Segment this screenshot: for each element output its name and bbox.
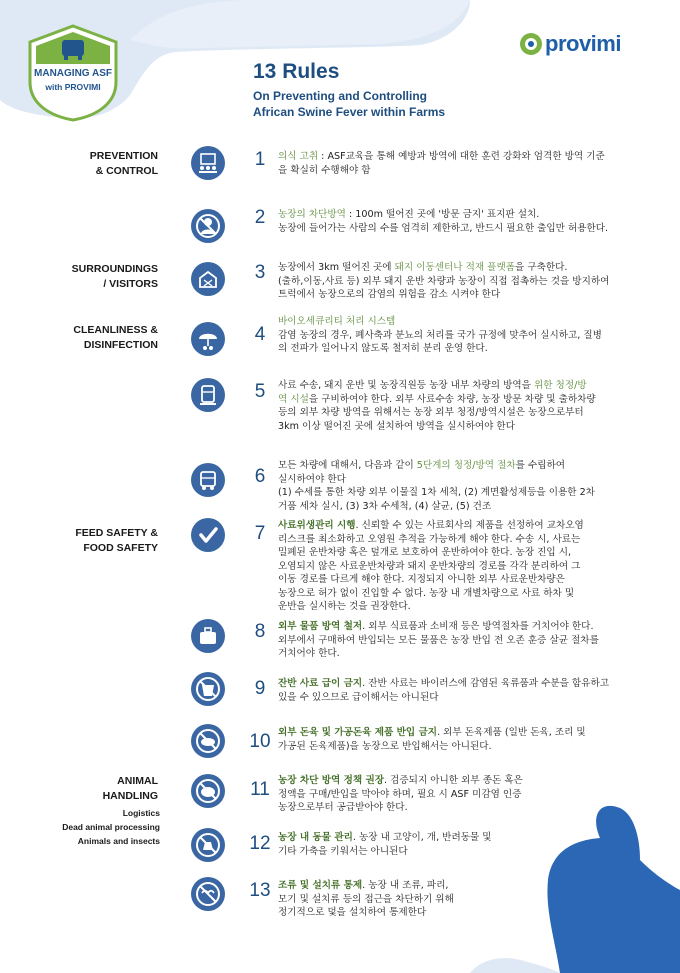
luggage-icon [191, 619, 225, 653]
rule-number-12: 12 [249, 833, 271, 854]
rule-text-9: 잔반 사료 급이 금지. 잔반 사료는 바이러스에 감염된 육류품과 수분을 함유하고 있을 수 있으므로 급이해서는 아니된다 [278, 678, 609, 703]
rule-number-3: 3 [254, 262, 266, 283]
no-pets-icon [191, 828, 225, 862]
rule-text-1: 의식 고취 : ASF교육을 통해 예방과 방역에 대한 훈련 강화와 엄격한 방역 기준 을 확실히 수행해야 함 [278, 151, 605, 176]
rule-number-2: 2 [254, 207, 266, 228]
rule-text-3: 농장에서 3km 떨어진 곳에 돼지 이동센터나 적재 플랫폼을 구축한다. (출하,이동,사료 등) 외부 돼지 운반 차량과 농장이 직접 접촉하는 것을 방지하여 트럭에서 농장으로의 감염의 위험을 감소 시켜야 한다 [278, 262, 610, 300]
badge-line2: with PROVIMI [45, 82, 101, 92]
category-feed-safety: FEED SAFETY & FOOD SAFETY [75, 527, 158, 554]
rule-text-2: 농장의 차단방역 : 100m 떨어진 곳에 '방문 금지' 표지판 설치. 농장에 들어가는 사람의 수를 엄격히 제한하고, 반드시 필요한 출입만 허용한다. [278, 209, 609, 234]
carcass-icon [191, 322, 225, 356]
truck-icon [191, 463, 225, 497]
rule-text-6: 모든 차량에 대해서, 다음과 같이 5단계의 청정/방역 절차를 수립하여 실시하여야 한다 (1) 수세를 통한 차량 외부 이물질 1차 세척, (2) 계면활성제등을 이용한 2차 거품 세차 실시, (3) 3차 수세척, (4) 살균, (5) 건조 [278, 460, 595, 512]
badge-line1: MANAGING ASF [34, 68, 112, 79]
rule-text-12: 농장 내 동물 관리. 농장 내 고양이, 개, 반려동물 및 기타 가축을 키워서는 아니된다 [278, 832, 492, 857]
provimi-logo-text: provimi [545, 31, 621, 56]
no-pork-icon [191, 724, 225, 758]
rule-number-5: 5 [254, 381, 266, 402]
rule-number-7: 7 [254, 523, 266, 544]
rule-number-4: 4 [254, 324, 266, 345]
rule-text-11: 농장 차단 방역 정책 권장. 검증되지 아니한 외부 종돈 혹은 정액을 구매/반입을 막아야 하며, 필요 시 ASF 미감염 인증 농장으로부터 공급받아야 한다. [278, 775, 523, 813]
rule-number-1: 1 [254, 149, 266, 170]
rule-5-highlight: 위한 청정/방 [533, 380, 587, 391]
no-swill-icon [191, 672, 225, 706]
rule-number-13: 13 [249, 880, 271, 901]
rule-number-11: 11 [250, 779, 270, 800]
rule-number-9: 9 [254, 678, 266, 699]
rule-text-13: 조류 및 설치류 통제. 농장 내 조류, 파리, 모기 및 설치류 등의 접근을 차단하기 위해 정기적으로 덫을 설치하여 통제한다 [278, 880, 454, 918]
no-pig-icon [191, 774, 225, 808]
rule-text-5: 사료 수송, 돼지 운반 및 농장직원등 농장 내부 차량의 방역을 위한 청정/방 역 시설을 구비하여야 한다. 외부 사료수송 차량, 농장 방문 차량 및 출하차량 등의 외부 차량 방역을 위해서는 농장 외부 청정/방역시설은 농장으로부터 3km 이상 떨어진 곳에 설치하여 방역을 실시하여야 한다 [278, 380, 596, 432]
page-subtitle: On Preventing and Controlling African Swine Fever within Farms [253, 89, 446, 119]
rule-text-8: 외부 물품 방역 철저. 외부 식료품과 소비재 등은 방역절차를 거치어야 한다. 외부에서 구매하여 반입되는 모든 물품은 농장 반입 전 오존 훈증 살균 절차를 거치어야 한다. [278, 621, 599, 659]
barn-icon [191, 262, 225, 296]
rule-5-highlight: 역 시설 [278, 393, 309, 405]
check-icon [191, 518, 225, 552]
no-visitor-icon [191, 209, 225, 243]
no-birds-icon [191, 877, 225, 911]
category-prevention: PREVENTION & CONTROL [89, 150, 158, 177]
rule-number-10: 10 [249, 731, 271, 752]
category-cleanliness: CLEANLINESS & DISINFECTION [73, 324, 158, 351]
rule-text-4: 바이오세큐리티 처리 시스템 감염 농장의 경우, 폐사축과 분뇨의 처리를 국가 규정에 맞추어 실시하고, 질병 의 전파가 일어나지 않도록 철저히 분리 운영 한다. [278, 316, 602, 354]
category-animal-subitems: Logistics Dead animal processing Animals and insects [62, 808, 160, 846]
rule-text-7: 사료위생관리 시행. 신뢰할 수 있는 사료회사의 제품을 선정하여 교차오염 리스크를 최소화하고 오염원 추적을 가능하게 해야 한다. 수송 시, 사료는 밀폐된 운반차량 혹은 덮개로 보호하여 운반하여야 한다. 농장 진입 시, 오염되지 않은 사료운반차량과 돼지 운반차량의 경로를 각각 분리하여 그 이동 경로를 다르게 해야 한다. 지정되지 아니한 외부 사료운반차량은 농장으로 허가 없이 진입할 수 없다. 농장 내 개별차량으로 사료 하차 및 운반을 실시하는 것을 권장한다. [278, 520, 584, 612]
rule-text-10: 외부 돈육 및 가공돈육 제품 반입 금지. 외부 돈육제품 (일반 돈육, 조리 및 가공된 돈육제품)을 농장으로 반입해서는 아니된다. [278, 727, 586, 752]
rule-number-6: 6 [254, 466, 266, 487]
rule-number-8: 8 [254, 621, 266, 642]
page-title: 13 Rules [253, 60, 340, 83]
training-icon [191, 146, 225, 180]
truck-wash-icon [191, 378, 225, 412]
category-animal-handling: ANIMAL HANDLING [102, 775, 158, 802]
category-surroundings: SURROUNDINGS / VISITORS [71, 263, 158, 290]
